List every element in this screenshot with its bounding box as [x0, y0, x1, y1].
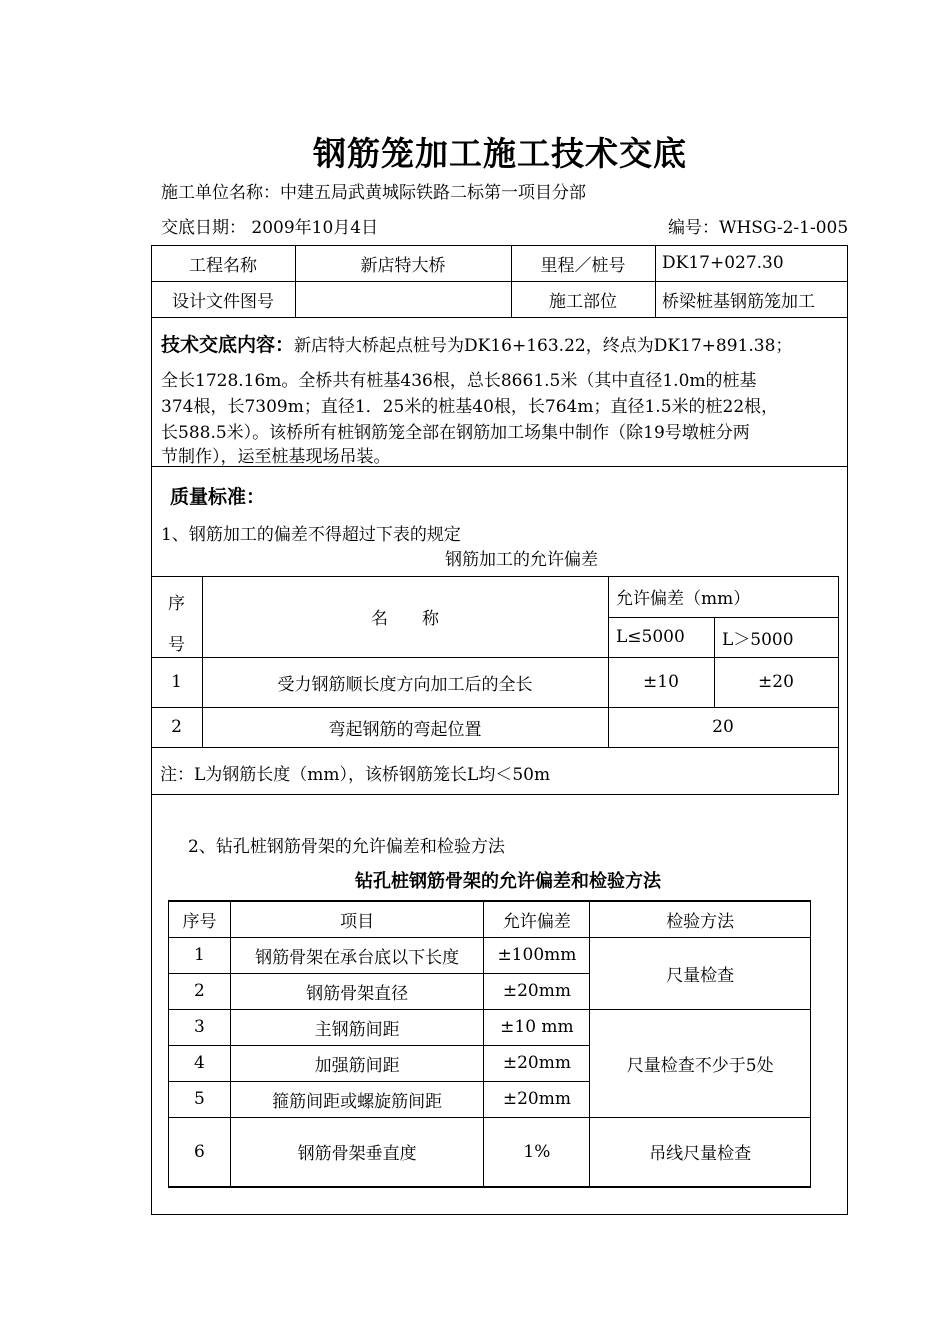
table2-caption: 钻孔桩钢筋骨架的允许偏差和检验方法 — [355, 871, 661, 892]
table1-row1-v2: ±20 — [758, 672, 794, 692]
project-name-label: 工程名称 — [189, 255, 257, 276]
content-line-2: 374根，长7309m；直径1．25米的桩基40根，长764m；直径1.5米的桩22根， — [161, 397, 779, 417]
table2-row5-tolerance: ±20mm — [484, 1081, 590, 1117]
table2-row1-tolerance: ±100mm — [484, 937, 590, 973]
table1-seq-header-top: 序 — [168, 593, 185, 614]
page-title: 钢筋笼加工施工技术交底 — [313, 134, 687, 173]
quality-item-2: 2、钻孔桩钢筋骨架的允许偏差和检验方法 — [188, 837, 505, 857]
table1-row2-seq: 2 — [171, 717, 182, 737]
table2-row2-seq: 2 — [169, 973, 231, 1009]
table2-row4-seq: 4 — [169, 1045, 231, 1081]
table2-row4-item: 加强筋间距 — [230, 1045, 484, 1081]
table1-note: 注：L为钢筋长度（mm），该桥钢筋笼长L均＜50m — [160, 764, 551, 785]
table2 — [168, 900, 811, 1188]
content-line-1: 全长1728.16m。全桥共有桩基436根，总长8661.5米（其中直径1.0m的桩基 — [161, 371, 757, 391]
table1-row1-v1: ±10 — [643, 672, 679, 692]
table2-row3-item: 主钢筋间距 — [230, 1009, 484, 1045]
design-doc-label: 设计文件图号 — [172, 291, 274, 312]
table2-row2-item: 钢筋骨架直径 — [230, 973, 484, 1009]
table2-row3-tolerance: ±10 mm — [484, 1009, 590, 1045]
table1-row2-name: 弯起钢筋的弯起位置 — [328, 719, 482, 740]
table1-row1-seq: 1 — [171, 672, 182, 692]
table2-header-tolerance: 允许偏差 — [484, 901, 590, 937]
mileage-value: DK17+027.30 — [662, 253, 784, 273]
construction-part-label: 施工部位 — [549, 291, 617, 312]
table2-row6-seq: 6 — [169, 1117, 231, 1187]
content-first-line — [161, 331, 841, 360]
table2-row3-seq: 3 — [169, 1009, 231, 1045]
table1-name-header: 名 称 — [371, 609, 439, 629]
table2-row5-seq: 5 — [169, 1081, 231, 1117]
table2-row6-tolerance: 1% — [484, 1117, 590, 1187]
table1-row1-name: 受力钢筋顺长度方向加工后的全长 — [277, 674, 533, 695]
table1-tolerance-header: 允许偏差（mm） — [616, 589, 751, 609]
project-name-value: 新店特大桥 — [360, 255, 446, 276]
content-line-3: 长588.5米）。该桥所有桩钢筋笼全部在钢筋加工场集中制作（除19号墩桩分两 — [161, 423, 750, 443]
table2-header-item: 项目 — [230, 901, 484, 937]
design-doc-value — [295, 281, 511, 317]
table1-caption: 钢筋加工的允许偏差 — [445, 550, 598, 570]
table1-l2-header: L＞5000 — [722, 629, 794, 650]
table2-row4-tolerance: ±20mm — [484, 1045, 590, 1081]
table2-row6-item: 钢筋骨架垂直度 — [230, 1117, 484, 1187]
table2-row5-item: 箍筋间距或螺旋筋间距 — [230, 1081, 484, 1117]
construction-unit: 施工单位名称：中建五局武黄城际铁路二标第一项目分部 — [161, 183, 586, 203]
table2-row2-tolerance: ±20mm — [484, 973, 590, 1009]
table2-method-2: 尺量检查不少于5处 — [590, 1009, 811, 1117]
mileage-label: 里程／桩号 — [540, 255, 626, 276]
quality-item-1: 1、钢筋加工的偏差不得超过下表的规定 — [161, 525, 461, 545]
table2-header-seq: 序号 — [169, 901, 231, 937]
content-line-0: 新店特大桥起点桩号为DK16+163.22，终点为DK17+891.38； — [294, 336, 793, 356]
table2-method-3: 吊线尺量检查 — [590, 1117, 811, 1187]
table2-row1-item: 钢筋骨架在承台底以下长度 — [230, 937, 484, 973]
table1-seq-header-bottom: 号 — [168, 634, 185, 655]
table1-row2-value: 20 — [712, 717, 734, 737]
briefing-date: 交底日期： 2009年10月4日 — [161, 218, 379, 238]
content-line-4: 节制作），运至桩基现场吊装。 — [161, 447, 391, 467]
table1-l1-header: L≤5000 — [616, 627, 685, 647]
content-heading: 技术交底内容： — [161, 334, 295, 356]
table2-row1-seq: 1 — [169, 937, 231, 973]
construction-part-value: 桥梁桩基钢筋笼加工 — [662, 291, 815, 312]
document-code: 编号：WHSG-2-1-005 — [668, 218, 849, 238]
table2-method-1: 尺量检查 — [590, 937, 811, 1009]
table2-header-method: 检验方法 — [590, 901, 811, 937]
quality-heading: 质量标准： — [170, 486, 266, 508]
